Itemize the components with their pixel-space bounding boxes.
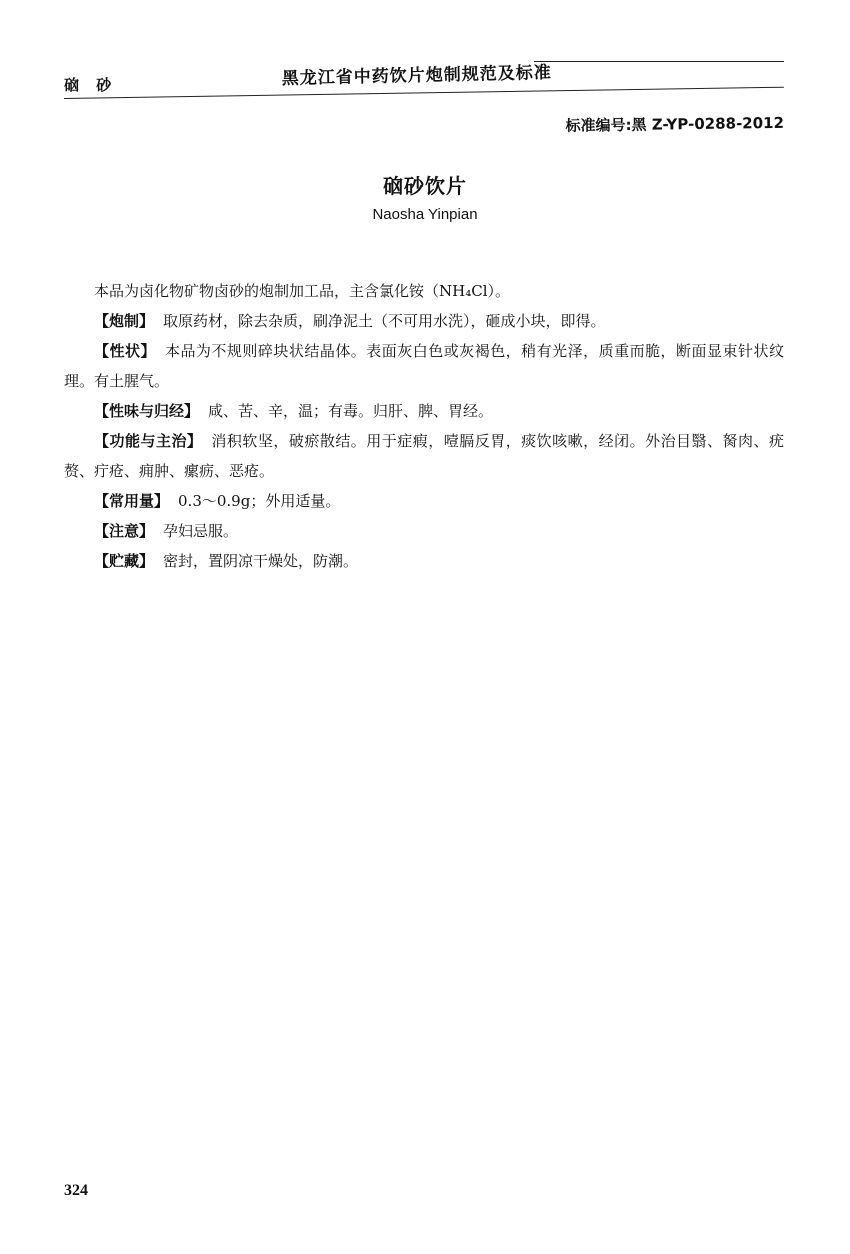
header-book-title: 黑龙江省中药饮片炮制规范及标准 [281,62,552,89]
header-rule-top [534,61,784,62]
section-nature-meridian [64,396,784,426]
page-subtitle-pinyin: Naosha Yinpian [372,206,478,223]
section-label: 【注意】 [94,522,155,540]
header-section-label: 硇 砂 [64,76,118,94]
section-text: 消积软坚，破瘀散结。用于症瘕，噎膈反胃，痰饮咳嗽，经闭。外治目翳、胬肉、疣赘、疔疮、痈肿、瘰疬、恶疮。 [64,432,784,480]
monograph-body [64,276,784,576]
header-rule-bottom [64,87,784,99]
section-label: 【常用量】 [94,492,170,510]
section-text: 咸、苦、辛，温；有毒。归肝、脾、胃经。 [208,402,494,420]
section-storage [64,546,784,576]
section-text: 本品为不规则碎块状结晶体。表面灰白色或灰褐色，稍有光泽，质重而脆，断面显束针状纹理。有土腥气。 [64,342,784,390]
section-processing [64,306,784,336]
section-label: 【性味与归经】 [94,402,200,420]
section-text: 密封，置阴凉干燥处，防潮。 [163,552,359,570]
intro-paragraph: 本品为卤化物矿物卤砂的炮制加工品，主含氯化铵（NH₄Cl）。 [94,282,510,300]
section-precautions [64,516,784,546]
page-number: 324 [64,1182,88,1199]
section-label: 【功能与主治】 [94,432,203,450]
section-characteristics [64,336,784,396]
running-header [64,56,784,104]
section-functions-indications [64,426,784,486]
section-label: 【性状】 [94,342,156,360]
section-text: 孕妇忌服。 [163,522,239,540]
section-text: 0.3～0.9g；外用适量。 [178,492,341,510]
section-text: 取原药材，除去杂质，刷净泥土（不可用水洗），砸成小块，即得。 [163,312,606,330]
page-title: 硇砂饮片 [383,174,467,198]
section-dosage [64,486,784,516]
standard-number: 标准编号:黑 Z-YP-0288-2012 [565,113,785,135]
section-label: 【炮制】 [94,312,155,330]
section-label: 【贮藏】 [94,552,155,570]
